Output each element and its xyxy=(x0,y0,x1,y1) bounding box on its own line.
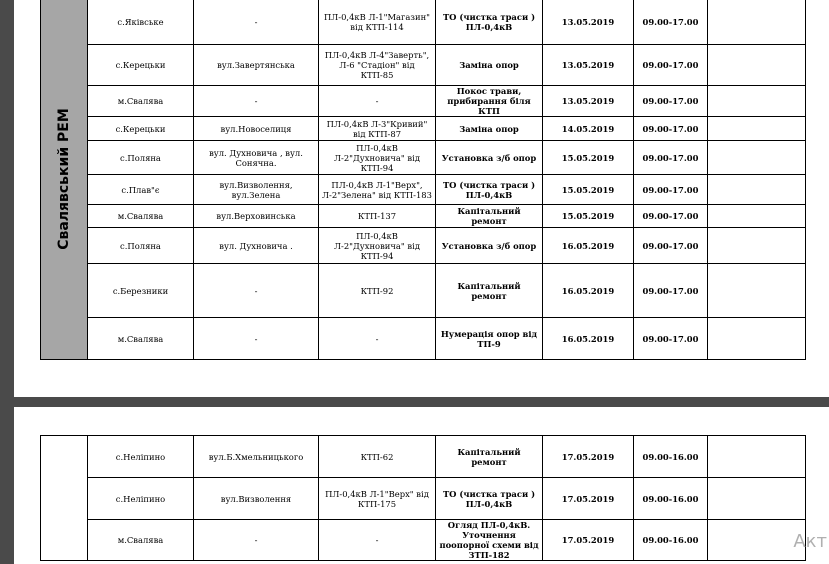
work-cell: ТО (чистка траси ) ПЛ-0,4кВ xyxy=(436,175,543,205)
time-cell: 09.00-17.00 xyxy=(634,205,708,228)
date-cell: 16.05.2019 xyxy=(543,228,634,264)
outage-schedule-table-2 xyxy=(40,435,806,561)
work-cell: Заміна опор xyxy=(436,45,543,86)
date-cell: 17.05.2019 xyxy=(543,478,634,520)
time-cell: 09.00-17.00 xyxy=(634,264,708,318)
village-cell: с.Неліпино xyxy=(88,436,194,478)
note-cell xyxy=(708,0,806,45)
note-cell xyxy=(708,436,806,478)
time-cell: 09.00-17.00 xyxy=(634,318,708,360)
street-cell: вул.Завертянська xyxy=(194,45,319,86)
table-row xyxy=(41,0,806,45)
note-cell xyxy=(708,117,806,141)
work-cell: Покос трави, прибирання біля КТП xyxy=(436,86,543,117)
note-cell xyxy=(708,228,806,264)
village-cell: с.Неліпино xyxy=(88,478,194,520)
time-cell: 09.00-17.00 xyxy=(634,0,708,45)
time-cell: 09.00-17.00 xyxy=(634,86,708,117)
work-cell: Заміна опор xyxy=(436,117,543,141)
object-cell: КТП-92 xyxy=(319,264,436,318)
work-cell: Установка з/б опор xyxy=(436,228,543,264)
street-cell: - xyxy=(194,0,319,45)
time-cell: 09.00-16.00 xyxy=(634,520,708,561)
table-row xyxy=(41,228,806,264)
activation-watermark: Акт xyxy=(793,531,827,552)
time-cell: 09.00-16.00 xyxy=(634,478,708,520)
object-cell: КТП-137 xyxy=(319,205,436,228)
village-cell: с.Керецьки xyxy=(88,117,194,141)
village-cell: м.Свалява xyxy=(88,520,194,561)
date-cell: 13.05.2019 xyxy=(543,0,634,45)
time-cell: 09.00-17.00 xyxy=(634,117,708,141)
rem-cell xyxy=(41,0,88,360)
table-row xyxy=(41,45,806,86)
street-cell: - xyxy=(194,264,319,318)
street-cell: вул.Визволення, вул.Зелена xyxy=(194,175,319,205)
table-row xyxy=(41,86,806,117)
street-cell: - xyxy=(194,86,319,117)
village-cell: м.Свалява xyxy=(88,86,194,117)
note-cell xyxy=(708,520,806,561)
outage-schedule-table-1 xyxy=(40,0,806,360)
note-cell xyxy=(708,264,806,318)
table-row xyxy=(41,141,806,175)
date-cell: 15.05.2019 xyxy=(543,205,634,228)
table-row xyxy=(41,436,806,478)
village-cell: с.Плав"є xyxy=(88,175,194,205)
village-cell: м.Свалява xyxy=(88,318,194,360)
village-cell: с.Яківське xyxy=(88,0,194,45)
street-cell: вул.Б.Хмельницького xyxy=(194,436,319,478)
object-cell: ПЛ-0,4кВ Л-4"Заверть", Л-6 "Стадіон" від КТП-85 xyxy=(319,45,436,86)
work-cell: Капітальний ремонт xyxy=(436,264,543,318)
work-cell: Капітальний ремонт xyxy=(436,205,543,228)
table-row xyxy=(41,205,806,228)
table-row xyxy=(41,318,806,360)
rem-cell xyxy=(41,436,88,561)
village-cell: с.Березники xyxy=(88,264,194,318)
street-cell: вул.Верховинська xyxy=(194,205,319,228)
village-cell: с.Поляна xyxy=(88,141,194,175)
date-cell: 14.05.2019 xyxy=(543,117,634,141)
date-cell: 13.05.2019 xyxy=(543,86,634,117)
street-cell: вул.Новоселиця xyxy=(194,117,319,141)
table-row xyxy=(41,175,806,205)
note-cell xyxy=(708,45,806,86)
date-cell: 15.05.2019 xyxy=(543,141,634,175)
object-cell: ПЛ-0,4кВ Л-1"Верх" від КТП-175 xyxy=(319,478,436,520)
work-cell: Капітальний ремонт xyxy=(436,436,543,478)
date-cell: 13.05.2019 xyxy=(543,45,634,86)
note-cell xyxy=(708,175,806,205)
rem-name: Свалявський РЕМ xyxy=(56,108,72,250)
work-cell: Установка з/б опор xyxy=(436,141,543,175)
note-cell xyxy=(708,205,806,228)
object-cell: - xyxy=(319,318,436,360)
table-row xyxy=(41,264,806,318)
note-cell xyxy=(708,86,806,117)
table-row xyxy=(41,520,806,561)
work-cell: ТО (чистка траси ) ПЛ-0,4кВ xyxy=(436,0,543,45)
time-cell: 09.00-17.00 xyxy=(634,45,708,86)
note-cell xyxy=(708,478,806,520)
time-cell: 09.00-17.00 xyxy=(634,228,708,264)
document-page-2 xyxy=(14,407,829,564)
village-cell: с.Поляна xyxy=(88,228,194,264)
table-row xyxy=(41,478,806,520)
street-cell: - xyxy=(194,318,319,360)
date-cell: 16.05.2019 xyxy=(543,264,634,318)
time-cell: 09.00-16.00 xyxy=(634,436,708,478)
note-cell xyxy=(708,318,806,360)
time-cell: 09.00-17.00 xyxy=(634,175,708,205)
street-cell: вул. Духновича . xyxy=(194,228,319,264)
object-cell: ПЛ-0,4кВ Л-1"Магазин" від КТП-114 xyxy=(319,0,436,45)
object-cell: - xyxy=(319,520,436,561)
street-cell: вул. Духновича , вул. Сонячна. xyxy=(194,141,319,175)
date-cell: 17.05.2019 xyxy=(543,436,634,478)
object-cell: ПЛ-0,4кВ Л-2"Духновича" від КТП-94 xyxy=(319,228,436,264)
work-cell: Нумерація опор від ТП-9 xyxy=(436,318,543,360)
object-cell: ПЛ-0,4кВ Л-3"Кривий" від КТП-87 xyxy=(319,117,436,141)
object-cell: ПЛ-0,4кВ Л-2"Духновича" від КТП-94 xyxy=(319,141,436,175)
note-cell xyxy=(708,141,806,175)
document-page-1 xyxy=(14,0,829,397)
village-cell: м.Свалява xyxy=(88,205,194,228)
work-cell: Огляд ПЛ-0,4кВ. Уточнення поопорної схеми від ЗТП-182 xyxy=(436,520,543,561)
object-cell: КТП-62 xyxy=(319,436,436,478)
date-cell: 17.05.2019 xyxy=(543,520,634,561)
date-cell: 15.05.2019 xyxy=(543,175,634,205)
street-cell: - xyxy=(194,520,319,561)
street-cell: вул.Визволення xyxy=(194,478,319,520)
time-cell: 09.00-17.00 xyxy=(634,141,708,175)
village-cell: с.Керецьки xyxy=(88,45,194,86)
object-cell: ПЛ-0,4кВ Л-1"Верх", Л-2"Зелена" від КТП-183 xyxy=(319,175,436,205)
table-row xyxy=(41,117,806,141)
object-cell: - xyxy=(319,86,436,117)
date-cell: 16.05.2019 xyxy=(543,318,634,360)
work-cell: ТО (чистка траси ) ПЛ-0,4кВ xyxy=(436,478,543,520)
